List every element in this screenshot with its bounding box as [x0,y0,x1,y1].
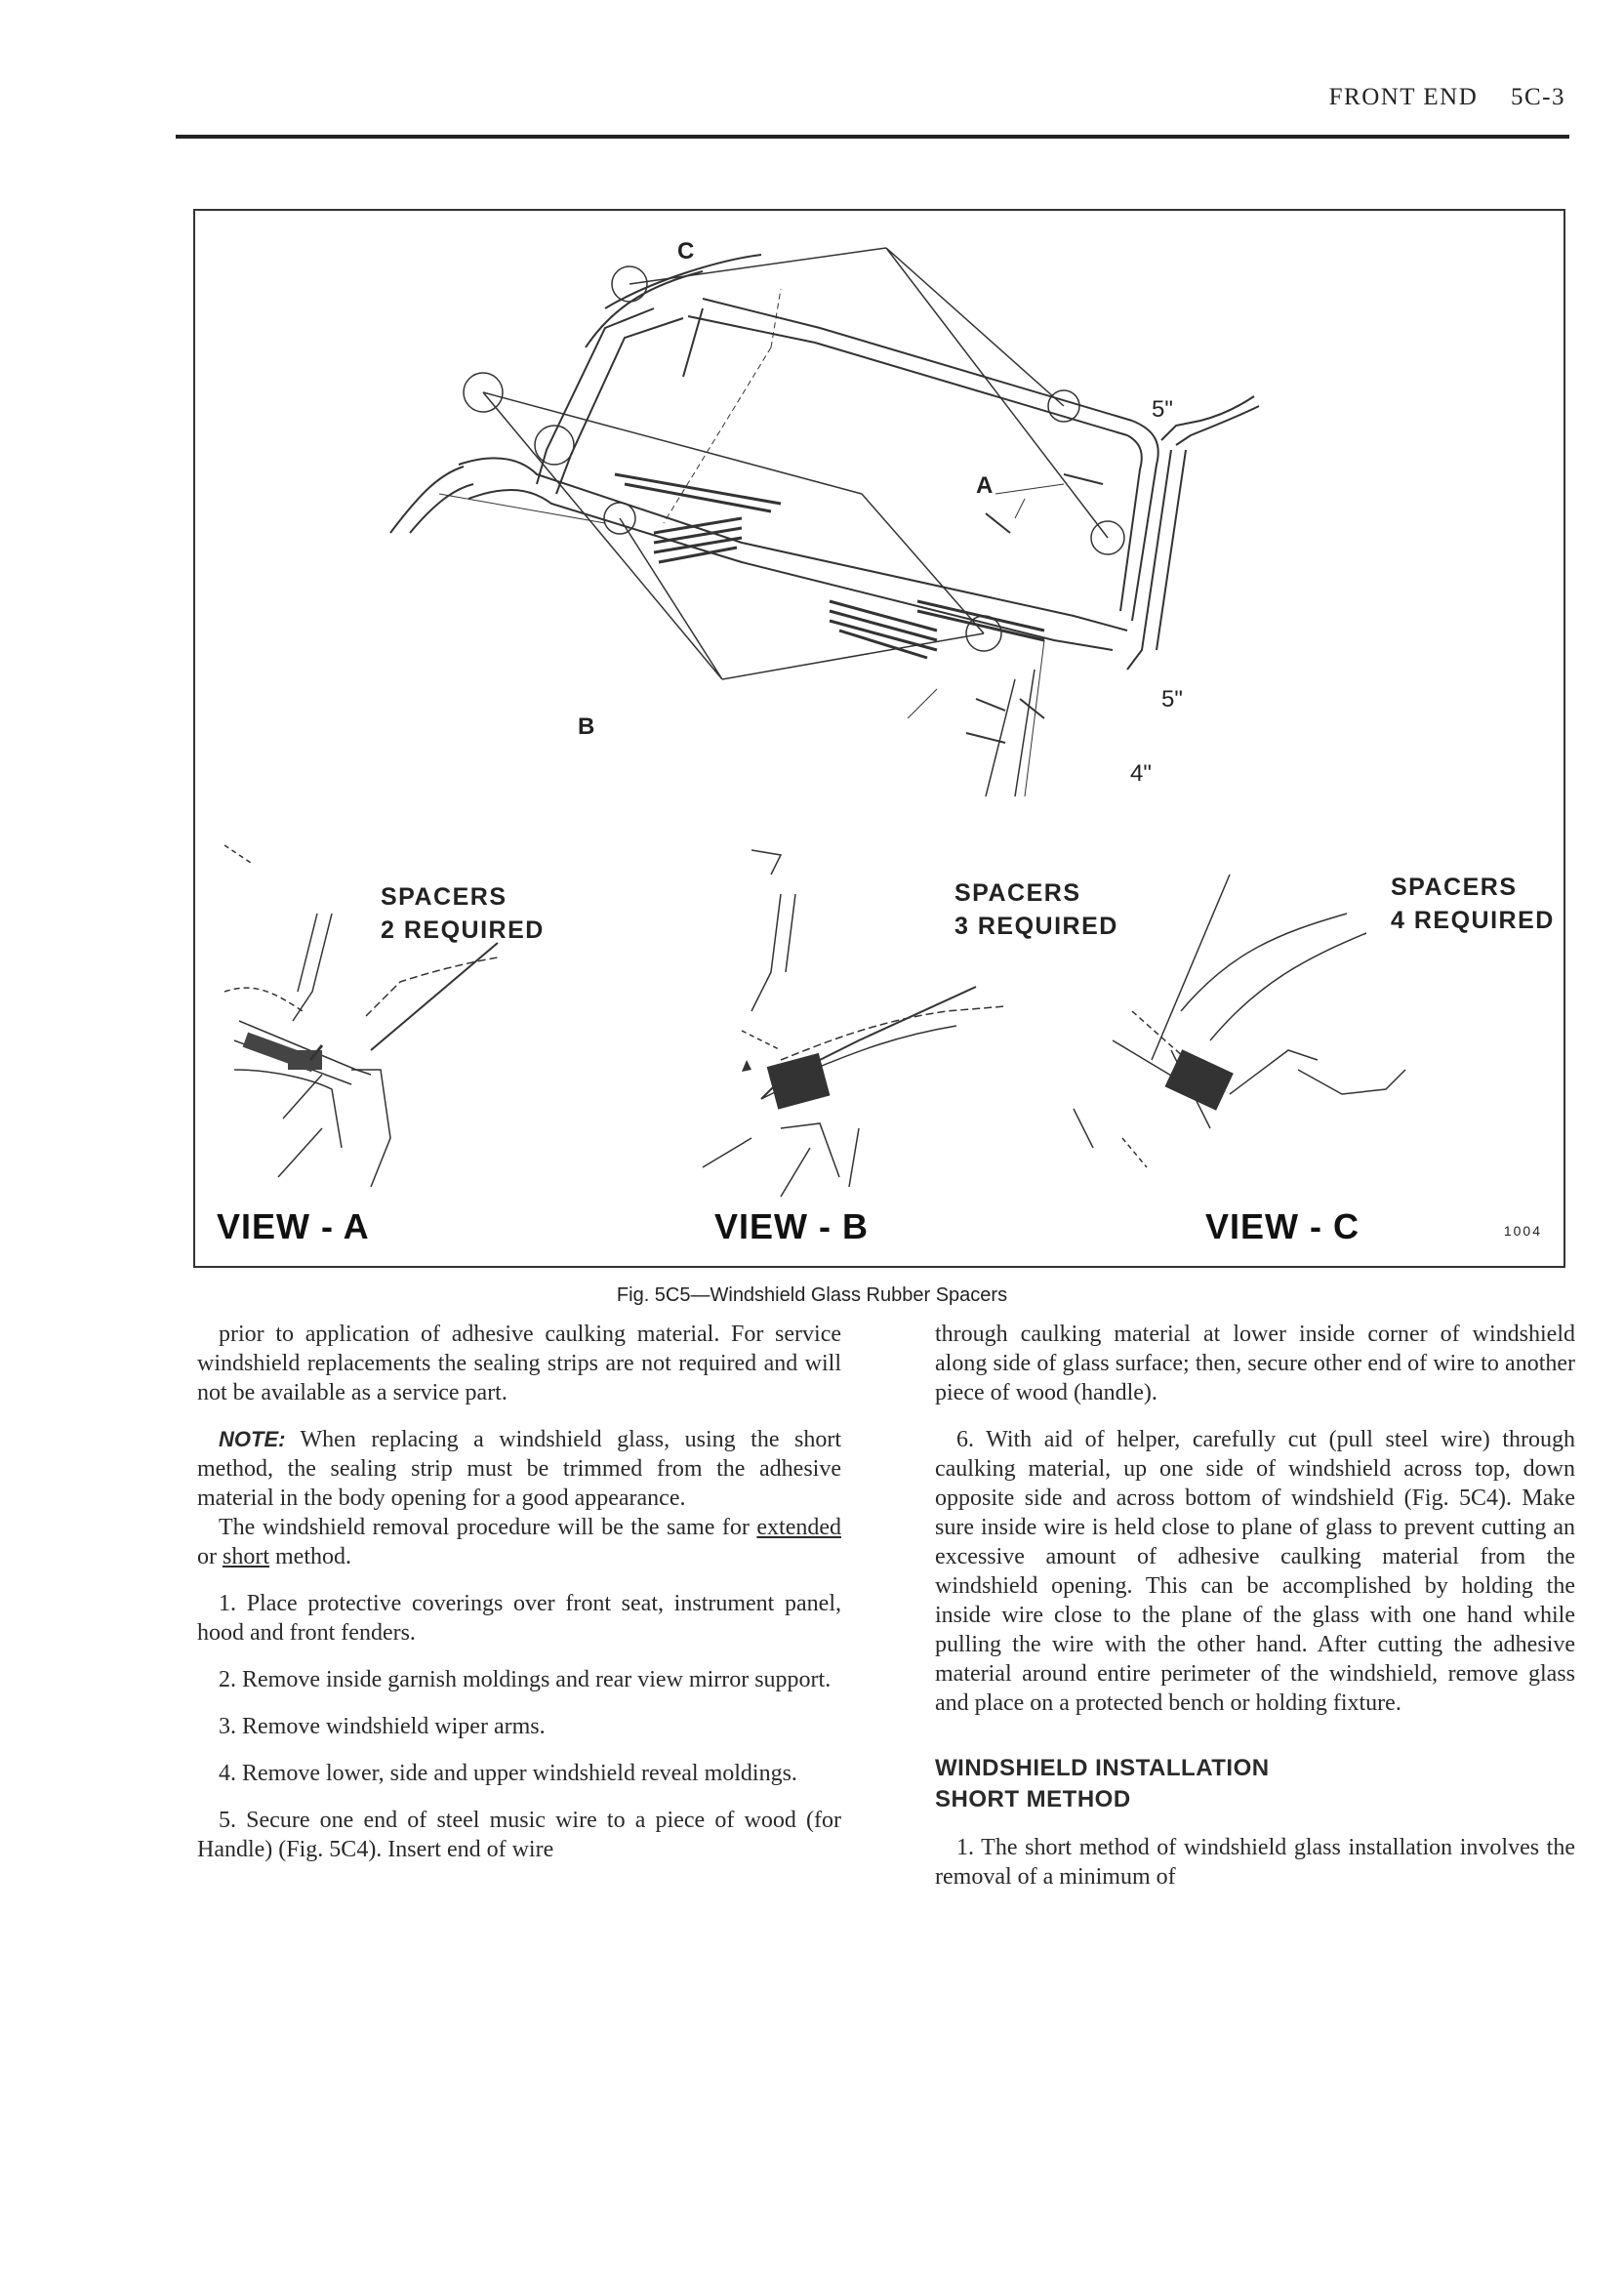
page-number: 5C-3 [1511,84,1565,110]
spacers-label-b: SPACERS 3 REQUIRED [954,879,1118,940]
callout-b: B [578,713,595,740]
step-6: 6. With aid of helper, carefully cut (pull steel wire) through caulking material, up one side of windshield across top, down opposite side and across bottom of windshield (Fig. 5C4). Make sure inside wire is held close to plane of glass to prevent cutting an excessive amount of adhesive caulking material from the windshield opening. This can be accomplished by holding the inside wire close to the plane of the glass with one hand while pulling the wire with the other hand. After cutting the adhesive material around entire perimeter of the windshield, remove glass and place on a protected bench or holding fixture. [935,1427,1575,1716]
right-column [935,1320,1575,1892]
paragraph: The windshield removal procedure will be the same for extended or short method. [197,1515,841,1569]
note-text: When replacing a windshield glass, using the short method, the sealing strip must be trimmed from the adhesive material in the body opening for a good appearance. [197,1427,841,1511]
spacers-label-a: SPACERS 2 REQUIRED [381,883,545,944]
callout-c: C [677,238,695,265]
dimension-bottom: 4" [1130,760,1152,787]
figure-number: 1004 [1503,1223,1542,1239]
note-label: NOTE: [219,1427,286,1451]
figure-caption: Fig. 5C5—Windshield Glass Rubber Spacers [616,1284,1008,1306]
view-b-label: VIEW - B [714,1206,869,1246]
header-rule [176,135,1569,139]
install-step-1: 1. The short method of windshield glass installation involves the removal of a minimum of [935,1835,1575,1890]
view-a-label: VIEW - A [217,1206,370,1246]
figure-5c5 [193,209,1565,1268]
windshield-illustration [195,211,1563,1266]
section-heading: WINDSHIELD INSTALLATION SHORT METHOD [935,1755,1270,1812]
step-3: 3. Remove windshield wiper arms. [219,1714,546,1739]
dimension-right: 5" [1161,686,1183,712]
view-c-label: VIEW - C [1205,1206,1360,1246]
step-5: 5. Secure one end of steel music wire to a piece of wood (for Handle) (Fig. 5C4). Insert end of wire [197,1808,841,1862]
step-1: 1. Place protective coverings over front seat, instrument panel, hood and front fenders. [197,1591,841,1646]
section-title: FRONT END [1328,84,1479,110]
step-4: 4. Remove lower, side and upper windshield reveal moldings. [219,1761,797,1786]
paragraph: prior to application of adhesive caulking material. For service windshield replacements the sealing strips are not required and will not be available as a service part. [197,1322,841,1405]
left-column [197,1320,841,1864]
page-header [1304,84,1565,111]
spacers-label-c: SPACERS 4 REQUIRED [1391,874,1555,934]
note [197,1425,841,1513]
step-2: 2. Remove inside garnish moldings and rear view mirror support. [219,1667,832,1692]
callout-a: A [976,472,994,499]
dimension-top: 5" [1152,396,1173,423]
paragraph: through caulking material at lower inside corner of windshield along side of glass surface; then, secure other end of wire to another piece of wood (handle). [935,1322,1575,1405]
